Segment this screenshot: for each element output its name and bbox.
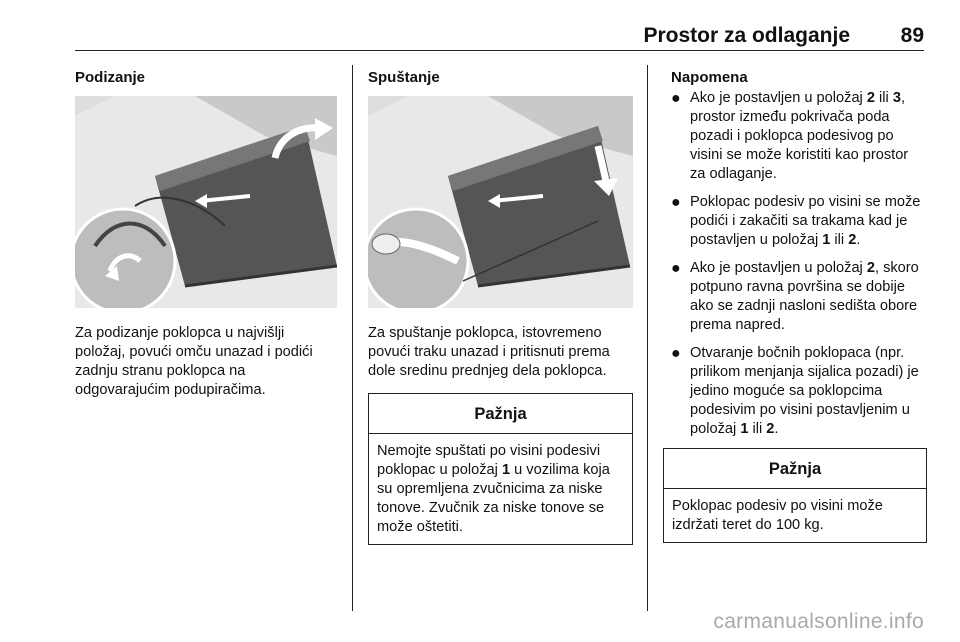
list-item: ● Poklopac podesiv po visini se može podići i zakačiti sa trakama kad je postavljen u položaj 1 ili 2. <box>671 194 921 248</box>
bullet-icon: ● <box>671 260 681 277</box>
note-list <box>663 89 927 439</box>
caption-raising: Za podizanje poklopca u najvišlji položaj, povući omču unazad i podići zadnju stranu poklopca na odgovarajućim podupiračima. <box>75 325 313 398</box>
warning-title: Pažnja <box>664 449 926 489</box>
section-heading-raising: Podizanje <box>75 69 146 86</box>
column-divider-2 <box>647 65 648 611</box>
column-notes <box>663 68 927 543</box>
warning-box-lowering <box>368 393 633 545</box>
bullet-icon: ● <box>671 194 681 211</box>
watermark: carmanualsonline.info <box>713 610 924 633</box>
page-title: Prostor za odlaganje <box>643 24 850 47</box>
cargo-cover-lower-icon <box>368 96 633 308</box>
warning-text: Poklopac podesiv po visini može izdržati teret do 100 kg. <box>672 498 883 533</box>
column-raising <box>75 68 337 400</box>
column-lowering <box>368 68 633 545</box>
note-title: Napomena <box>671 69 748 86</box>
header-divider <box>75 50 924 51</box>
warning-title: Pažnja <box>369 394 632 434</box>
list-item: ● Ako je postavljen u položaj 2 ili 3, prostor između pokrivača poda pozadi i poklopca podesivog po visini se može koristiti kao prostor za odlaganje. <box>671 90 909 182</box>
column-divider-1 <box>352 65 353 611</box>
figure-raising <box>75 96 337 308</box>
page-number: 89 <box>900 24 924 47</box>
warning-box-notes <box>663 448 927 543</box>
list-item: ● Otvaranje bočnih poklopaca (npr. prilikom menjanja sijalica pozadi) je jedino moguće sa poklopcima podesivim po visini postavljenim u položaj 1 ili 2. <box>671 345 919 437</box>
section-heading-lowering: Spuštanje <box>368 69 440 86</box>
bullet-icon: ● <box>671 345 681 362</box>
figure-lowering <box>368 96 633 308</box>
cargo-cover-raise-icon <box>75 96 337 308</box>
warning-text: Nemojte spuštati po visini podesivi poklopac u položaj 1 u vozilima koja su opremljena zvučnicima za niske tonove. Zvučnik za niske tonove se može oštetiti. <box>377 443 610 535</box>
list-item: ● Ako je postavljen u položaj 2, skoro potpuno ravna površina se dobije ako se zadnji nasloni sedišta obore prema napred. <box>671 260 919 333</box>
bullet-icon: ● <box>671 90 681 107</box>
caption-lowering: Za spuštanje poklopca, istovremeno povući traku unazad i pritisnuti prema dole sredinu prednjeg dela poklopca. <box>368 325 610 379</box>
